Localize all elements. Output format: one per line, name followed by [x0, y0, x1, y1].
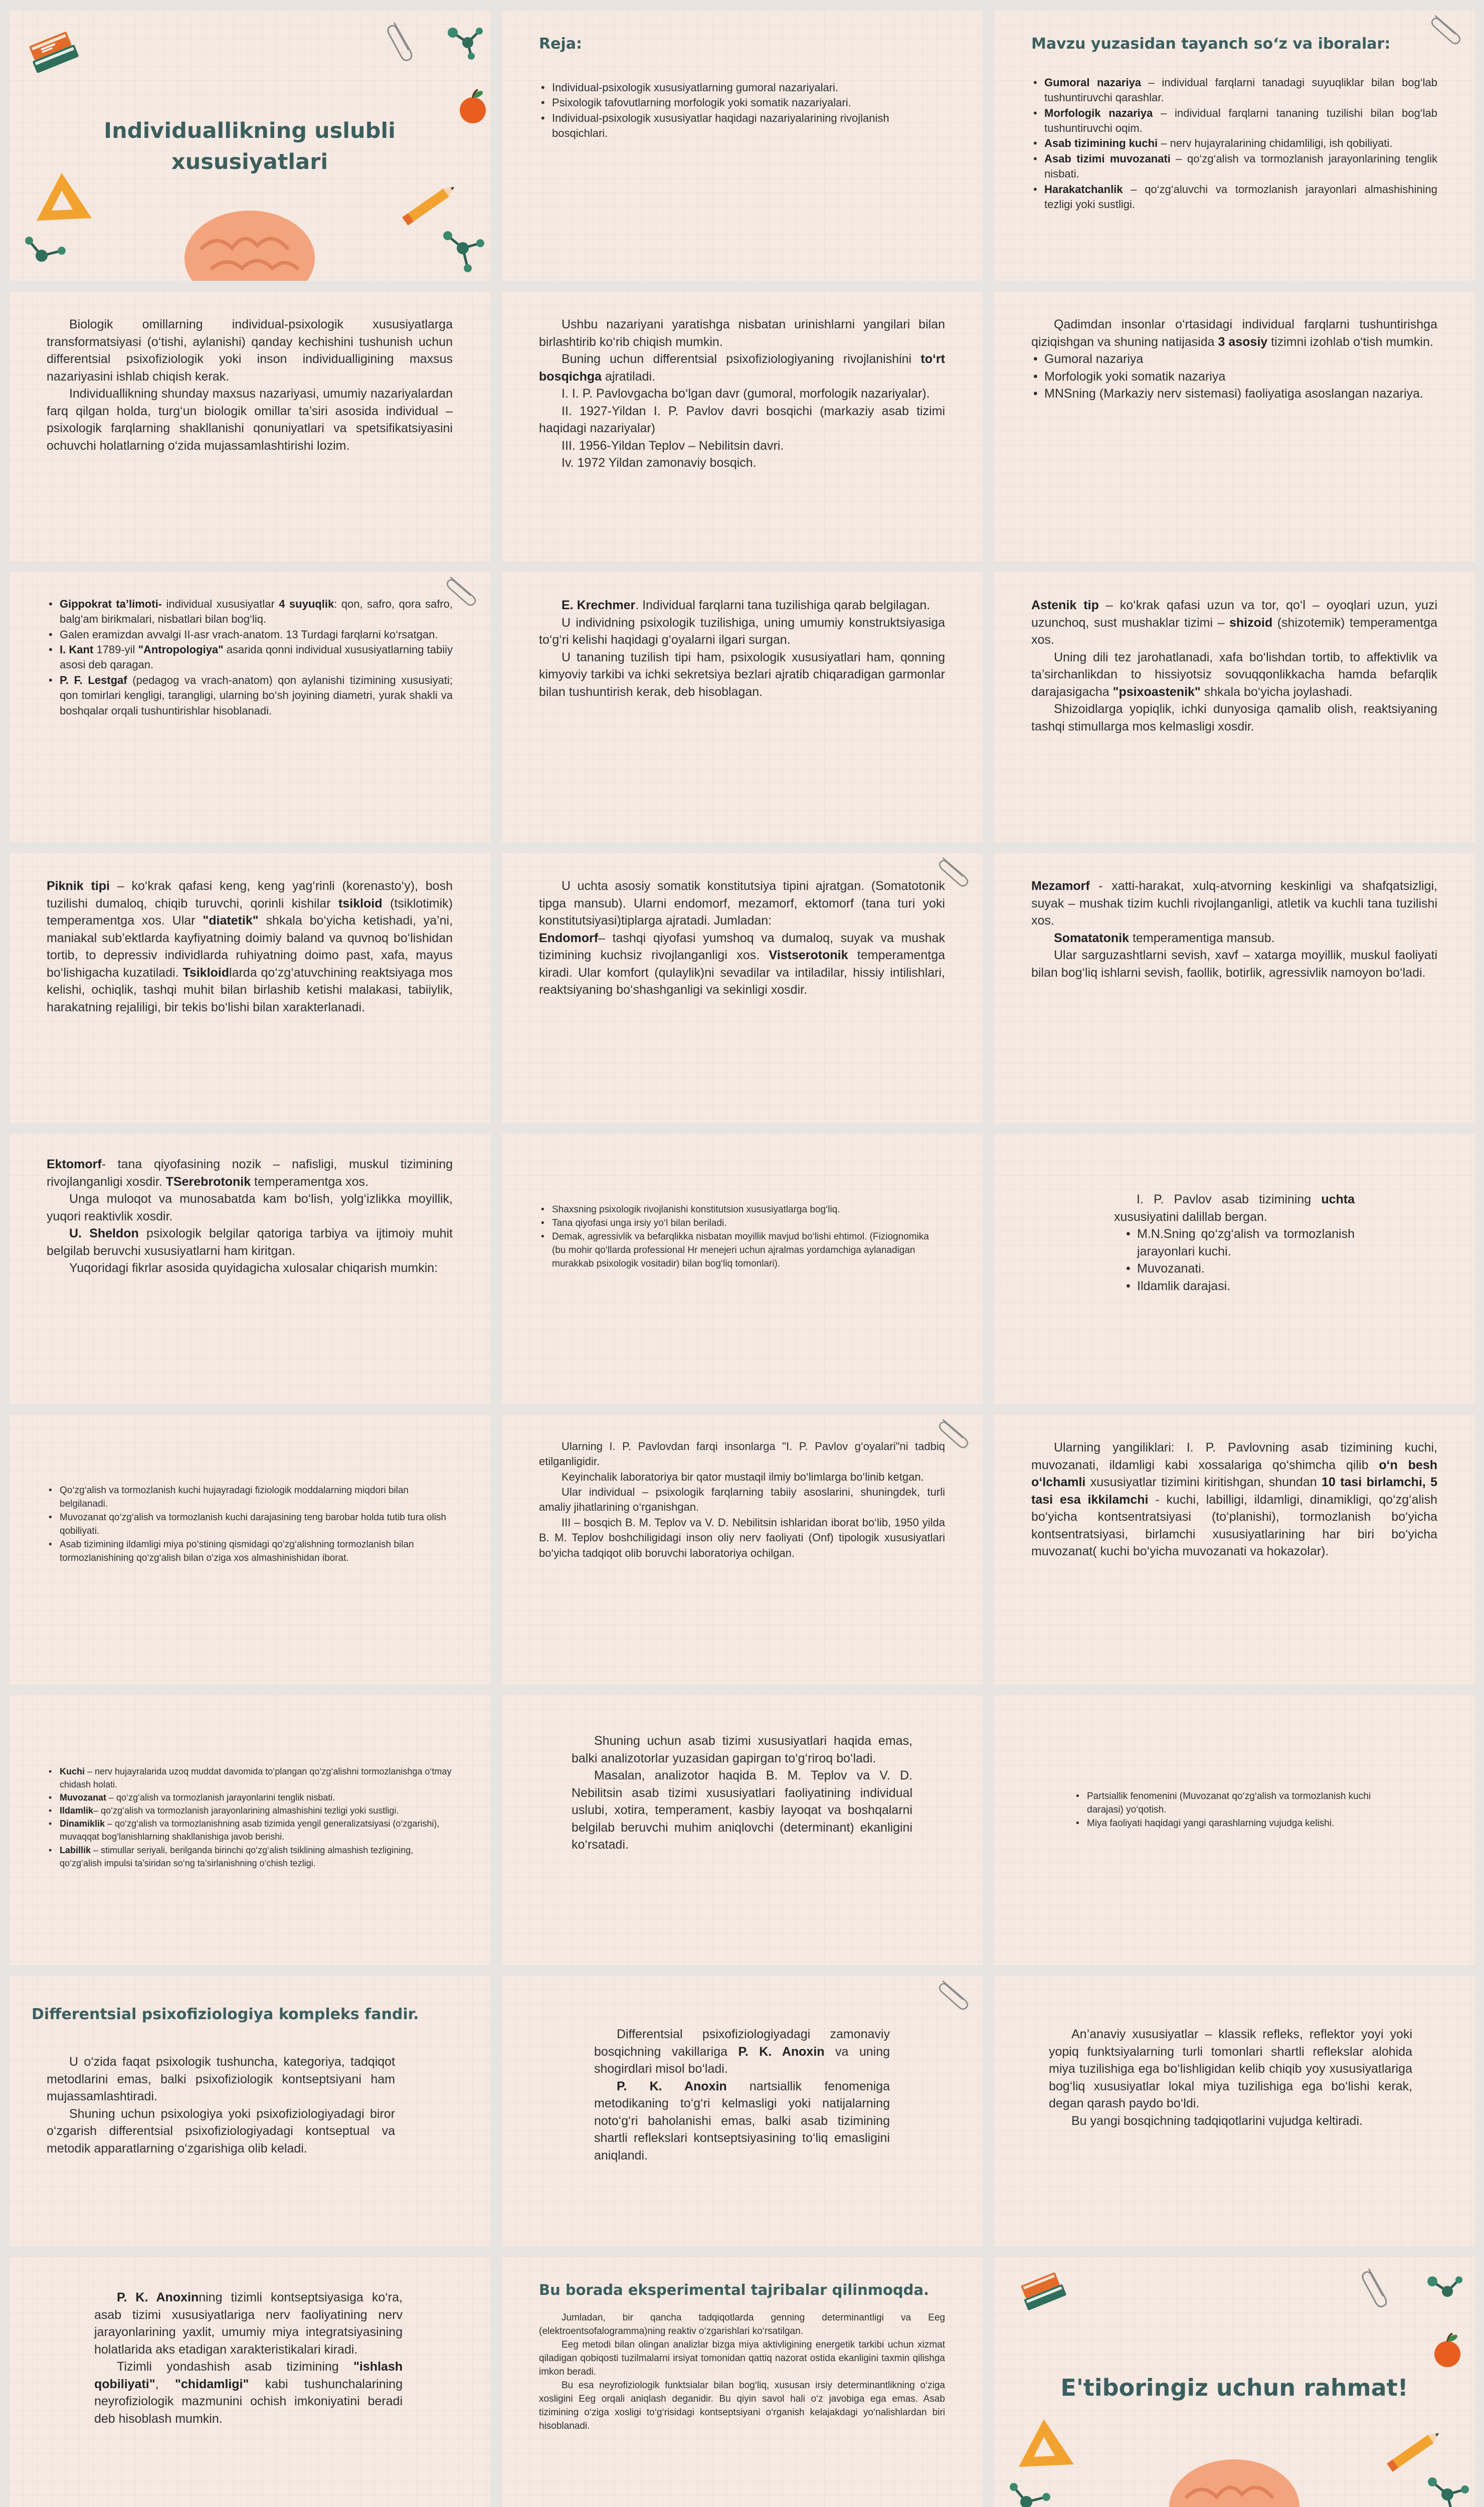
slide-23 — [501, 1976, 983, 2246]
slide-body — [47, 316, 453, 454]
slide-13 — [9, 1133, 490, 1404]
slide-14 — [501, 1133, 983, 1404]
list-item: • Shaxsning psixologik rivojlanishi konstitutsion xususiyatlarga bog‘liq. — [539, 1203, 945, 1217]
slide-16 — [9, 1414, 490, 1685]
slide-8 — [501, 572, 983, 842]
paragraph: Somatatonik temperamentiga mansub. — [1054, 931, 1275, 945]
triangle-ruler-icon — [32, 170, 97, 226]
theory-list — [1031, 350, 1437, 403]
list-item: • Asab tizimining ildamligi miya po‘stining qismidagi qo‘zg‘alishning tormozlanish bilan tormozlanishining qo‘zg‘alish bilan o‘ziga xos almashinishidan iborat. — [47, 1538, 453, 1565]
property-list — [47, 1765, 453, 1870]
slide-body — [1031, 877, 1437, 981]
paragraph: P. K. Anoxin nartsiallik fenomeniga metodikaning to‘g‘ri kelmasligi yoki natijalarning noto‘g‘ri baholanishi emas, balki asab tizimining shartli reflekslari kontseptsiyasining to‘liq emasligini aniqlandi. — [594, 2079, 890, 2163]
list-item: • Individual-psixologik xususiyatlarning gumoral nazariyalari. — [539, 80, 945, 95]
paragraph: Bu esa neyrofiziologik funktsialar bilan bog‘liq, xususan irsiy determinantlikning o‘ziga xosligini Eeg orqali aniqlash deganidir. Bu qiyin savol hali o‘z javobiga ega emas. Asab tizimining o‘ziga xosligi to‘g‘risidagi kontseptsiyani o‘rganish kelajakdagi yo‘nalishlardan biri hisoblanadi. — [539, 2380, 945, 2431]
paragraph: Mezamorf - xatti-harakat, xulq-atvorning keskinligi va shafqatsizligi, suyak – mushak tizim kuchli rivojlanganligi, atletik va kuchli tana tuzilishi xos. — [1031, 879, 1437, 928]
paragraph: U uchta asosiy somatik konstitutsiya tipini ajratgan. (Somatotonik tipga mansub). Ularni endomorf, mezamorf, ektomorf (tana turi yoki konstitutsiyasi)tiplarga ajratadi. Jumladan: — [539, 879, 945, 928]
paragraph: Yuqoridagi fikrlar asosida quyidagicha xulosalar chiqarish mumkin: — [69, 1261, 438, 1275]
slide-body — [594, 2026, 890, 2164]
paragraph: I. P. Pavlov asab tizimining uchta xususiyatini dalillab bergan. — [1114, 1192, 1355, 1224]
list-item: • M.N.Sning qo‘zg‘alish va tormozlanish jarayonlari kuchi. — [1124, 1225, 1355, 1260]
list-item: • Qo‘zg‘alish va tormozlanish kuchi hujayradagi fiziologik moddalarning miqdori bilan belgilanadi. — [47, 1484, 453, 1511]
books-icon — [22, 25, 87, 85]
paragraph: E. Krechmer. Individual farqlarni tana tuzilishiga qarab belgilagan. — [562, 598, 931, 612]
paragraph: Buning uchun differentsial psixofiziologiyaning rivojlanishini to‘rt bosqichga ajratiladi. — [539, 352, 945, 384]
paragraph: Ushbu nazariyani yaratishga nisbatan urinishlarni yangilari bilan birlashtirib ko‘rib chiqish mumkin. — [539, 317, 945, 349]
slide-7 — [9, 572, 490, 842]
property-list — [47, 1484, 453, 1565]
list-item: • Individual-psixologik xususiyatlar haqidagi nazariyalarining rivojlanish bosqichlari. — [539, 111, 945, 141]
slide-heading: Bu borada eksperimental tajribalar qilinmoqda. — [539, 2281, 930, 2298]
paragraph: Ular individual – psixologik farqlarning tabiiy asoslarini, shuningdek, turli amaliy jihatlarining o‘rganishgan. — [539, 1486, 945, 1514]
triangle-ruler-icon — [1014, 2417, 1079, 2472]
list-item: • Muvozanat – qo‘zg‘alish va tormozlanish jarayonlarini tenglik nisbati. — [47, 1791, 453, 1804]
list-item: • Asab tizimining kuchi – nerv hujayralarining chidamliligi, ish qobiliyati. — [1031, 136, 1437, 151]
paragraph: Unga muloqot va munosabatda kam bo‘lish, yolg‘izlikka moyillik, yuqori reaktivlik xosdir. — [47, 1192, 453, 1223]
paperclip-icon — [943, 852, 968, 890]
paragraph: An’anaviy xususiyatlar – klassik refleks, reflektor yoyi yoki yopiq funktsiyalarning turli tomonlari shartli reflekslar alohida miya tuzilishiga ega bo‘lishligidan kelib chiqib yoy xususiyatlariga bog‘liq xususiyatlar lokal miya tuzilishiga ega bo‘lishi kerak, degan qarash paydo bo‘ldi. — [1049, 2027, 1412, 2110]
paragraph: Ektomorf- tana qiyofasining nozik – nafisligi, muskul tizimining rivojlanganligi xosdir. TSerebrotonik temperamentga xos. — [47, 1157, 453, 1189]
result-list — [1074, 1790, 1395, 1831]
molecule-icon-2 — [19, 231, 69, 276]
slide-body — [47, 2053, 395, 2157]
paperclip-icon — [943, 1976, 968, 2013]
slide-1-title — [9, 10, 490, 281]
paragraph: III – bosqich B. M. Teplov va V. D. Nebilitsin ishlaridan iborat bo‘lib, 1950 yilda B. M. Teplov boshchiligidagi inson oliy nerv faoliyati (Onf) tipologik xususiyatlari bo‘yicha tadqiqot olib boruvchi laboratoriya ochilgan. — [539, 1516, 945, 1559]
list-item: • Muvozanat qo‘zg‘alish va tormozlanish kuchi darajasining teng barobar holda tutib tura olish qobiliyati. — [47, 1511, 453, 1538]
list-item: • Gippokrat ta’limoti- individual xususiyatlar 4 suyuqlik: qon, safro, qora safro, balg‘am birikmalari, nisbatlari bilan bog‘liq. — [47, 597, 453, 627]
theory-list — [47, 597, 453, 719]
paperclip-icon — [1365, 2264, 1390, 2309]
list-item: • Asab tizimi muvozanati – qo‘zg‘alish va tormozlanish jarayonlarining tenglik nisbati. — [1031, 151, 1437, 182]
paragraph: I. I. P. Pavlovgacha bo‘lgan davr (gumoral, morfologik nazariyalar). — [562, 387, 930, 401]
slide-6 — [994, 291, 1475, 562]
paragraph: P. K. Anoxinning tizimli kontseptsiyasiga ko‘ra, asab tizimi xususiyatlariga nerv faoliyatining nerv jarayonlarining yaxlit, umumiy miya integratsiyasining holatlarida aks etadigan xarakteristikalari kiradi. — [94, 2290, 403, 2357]
molecule-icon — [1420, 2269, 1465, 2309]
paragraph: U individning psixologik tuzilishiga, uning umumiy konstruktsiyasiga to‘g‘ri kelishi haqidagi g‘oyalarni ilgari surgan. — [539, 615, 945, 647]
paragraph: U. Sheldon psixologik belgilar qatoriga tarbiya va ijtimoiy muhit belgilab beruvchi xususiyatlarni ham kiritgan. — [47, 1226, 453, 1258]
list-item: • Tana qiyofasi unga irsiy yo‘l bilan beriladi. — [539, 1217, 945, 1230]
paragraph: Ularning I. P. Pavlovdan farqi insonlarga "I. P. Pavlov g‘oyalari"ni tadbiq etilganligidir. — [539, 1440, 945, 1468]
paragraph: Tizimli yondashish asab tizimining "ishlash qobiliyati", "chidamligi" kabi tushunchalarining neyrofiziologik mazmunini ochish imkoniyatini beradi deb hisoblash mumkin. — [94, 2360, 403, 2426]
list-item: • Miya faoliyati haqidagi yangi qarashlarning vujudga kelishi. — [1074, 1817, 1395, 1831]
paperclip-icon — [450, 572, 475, 609]
slide-body — [539, 316, 945, 472]
slide-20 — [501, 1695, 983, 1965]
slide-27-thanks — [994, 2256, 1475, 2507]
list-item: • I. Kant 1789-yil "Antropologiya" asarida qonni individual xususiyatlarning tabiiy asosi deb qaragan. — [47, 642, 453, 673]
paragraph: Shizoidlarga yopiqlik, ichki dunyosiga qamalib olish, reaktsiyaning tashqi stimullarga mos kelmasligi xosdir. — [1031, 702, 1437, 734]
keyword-list — [1031, 75, 1437, 212]
paragraph: Bu yangi bosqichning tadqiqotlarini vujudga keltiradi. — [1071, 2113, 1363, 2128]
brain-icon — [182, 203, 317, 281]
slide-title: E'tiboringiz uchun rahmat! — [1060, 2374, 1408, 2401]
slide-4 — [9, 291, 490, 562]
paragraph: Piknik tipi – ko‘krak qafasi keng, keng yag‘rinli (korenasto‘y), bosh tuzilishi dumaloq, chiqib turuvchi, qorinli kishilar tsikloid (tsiklotimik) temperamentga xos. Ular "diatetik" shkala bo‘yicha ketishadi, ya’ni, maniakal sub’ektlarda kayfiyatning doimiy baland va quvnoq bo‘lishidan tortib, to depressiv individlarda ruhiyatning doimo past, xafa, mayus bo‘lishigacha kuzatiladi. Tsikloidlarda qo‘zg‘atuvchining reaktsiyaga mos kelishi, ochiqlik, tashqi muhit bilan birlashib ketishi malakasi, tabiiylik, harakatning rejaliligi, bir tekis bo‘lishi bilan xarakterlanadi. — [47, 879, 453, 1014]
slide-heading: Mavzu yuzasidan tayanch so‘z va iboralar: — [1031, 35, 1391, 53]
slide-3-keywords — [994, 10, 1475, 281]
list-item: • Dinamiklik – qo‘zg‘alish va tormozlanishning asab tizimida yengil generalizatsiyasi (o‘zgarishi), muvaqqat bog‘lanishlarning shakllanishiga javob berishi. — [47, 1817, 453, 1843]
paragraph: Iv. 1972 Yildan zamonaviy bosqich. — [562, 456, 757, 470]
slide-22 — [9, 1976, 490, 2246]
list-item: • Labillik – stimullar seriyali, berilganda birinchi qo‘zg‘alish tsiklining almashish tezligining, qo‘zg‘alish impulsi ta’siridan so‘ng ta’sirlanishning o‘chish tezligi. — [47, 1844, 453, 1870]
list-item: • Gumoral nazariya — [1031, 350, 1437, 368]
slide-body — [47, 877, 453, 1016]
slide-25 — [9, 2256, 490, 2507]
property-list — [1114, 1225, 1355, 1295]
slide-body — [94, 2289, 403, 2427]
paragraph: Biologik omillarning individual-psixologik xususiyatlarga transformatsiyasi (o‘tishi, aylanishi) qanday kechishini tushunish uchun differentsial psixofiziologik yoki inson individualligining maxsus nazariyasini ishlab chiqish kerak. — [47, 317, 453, 384]
paragraph: Astenik tip – ko‘krak qafasi uzun va tor, qo‘l – oyoqlari uzun, yuzi uzunchoq, sust mushaklar tizimi – shizoid (shizotemik) temperamentga xos. — [1031, 598, 1438, 647]
brain-icon — [1167, 2452, 1302, 2507]
paragraph: Ular sarguzashtlarni sevish, xavf – xatarga moyillik, muskul faoliyati bilan bog‘liq ishlarni sevish, faollik, botirlik, agressivlik namoyon bo‘ladi. — [1031, 948, 1437, 980]
books-icon — [1014, 2266, 1074, 2321]
paragraph: Ularning yangiliklari: I. P. Pavlovning asab tizimining kuchi, muvozanati, ildamligi kabi xossalariga qo‘shimcha qilib o‘n besh o‘lchamli xususiyatlar tizimini kiritishgan, shundan 10 tasi birlamchi, 5 tasi esa ikkilamchi - kuchi, labilligi, ildamligi, dinamikligi, qo‘zg‘alish bo‘yicha kontsentratsiyasi (to‘planishi), tormozlanish bo‘yicha kontsentratsiyasi, birlamchi xususiyatlarining har biri bo‘yicha muvozanat( kuchi bo‘yicha muvozanati va hokazolar). — [1031, 1441, 1437, 1558]
list-item: • MNSning (Markaziy nerv sistemasi) faoliyatiga asoslangan nazariya. — [1031, 385, 1437, 403]
slide-15 — [994, 1133, 1475, 1404]
slide-body — [1031, 597, 1437, 735]
slide-5 — [501, 291, 983, 562]
paragraph: Shuning uchun psixologiya yoki psixofiziologiyadagi biror o‘zgarish differentsial psixofiziologiyadagi kontseptual va metodik apparatlarning o‘zgarishiga olib keladi. — [47, 2106, 395, 2156]
slide-body — [539, 2311, 945, 2433]
slide-body — [1031, 1439, 1437, 1560]
slide-21 — [994, 1695, 1475, 1965]
slide-title: Individuallikning uslubli xususiyatlari — [104, 118, 396, 175]
list-item: • Muvozanati. — [1124, 1260, 1355, 1278]
slide-body — [1049, 2026, 1412, 2129]
molecule-icon-3 — [1420, 2467, 1475, 2507]
list-item: • Psixologik tafovutlarning morfologik yoki somatik nazariyalari. — [539, 95, 945, 110]
molecule-icon — [440, 20, 485, 60]
molecule-icon-3 — [435, 221, 490, 276]
paragraph: Masalan, analizotor haqida B. M. Teplov va V. D. Nebilitsin asab tizimi xususiyatlari faoliyatining individual uslubi, xotira, temperament, kasbiy layoqat va boshqalarni belgilab beruvchi muhim aniqlovchi (determinant) ekanligini ko‘rsatadi. — [572, 1768, 912, 1852]
paperclip-icon — [943, 1414, 968, 1452]
list-item: • P. F. Lestgaf (pedagog va vrach-anatom) qon aylanishi tizimining xususiyati; qon tomirlari kengligi, tarangligi, ularning bo‘sh joyining diametri, yurak shakli va boshqalar orqali tushuntirishlar hisoblanadi. — [47, 673, 453, 719]
slide-body — [539, 877, 945, 999]
conclusion-list — [539, 1203, 945, 1271]
paragraph: Differentsial psixofiziologiyadagi zamonaviy bosqichning vakillariga P. K. Anoxin va uning shogirdlari misol bo‘ladi. — [594, 2027, 890, 2076]
molecule-icon-2 — [1004, 2477, 1054, 2507]
apple-icon — [1430, 2332, 1465, 2369]
slide-11 — [501, 852, 983, 1123]
list-item: • Morfologik yoki somatik nazariya — [1031, 368, 1437, 386]
slide-body — [1114, 1191, 1355, 1295]
slide-body — [572, 1732, 912, 1854]
slide-body — [47, 1156, 453, 1277]
slide-12 — [994, 852, 1475, 1123]
plan-list — [539, 80, 945, 141]
paperclip-icon — [1435, 10, 1460, 48]
paragraph: Individuallikning shunday maxsus nazariyasi, umumiy nazariyalardan farq qilgan holda, turg‘un biologik omillar ta’siri asosida individual – psixologik farqlarning shakllanishi qonuniyatlari va spetsifikatsiyasini ochuvchi holatlarning o‘zida mujassamlashtirishi lozim. — [47, 387, 453, 453]
list-item: • Demak, agressivlik va befarqlikka nisbatan moyillik mavjud bo‘lishi ehtimol. (Fiziognomika (bu mohir qo‘llarda professional Hr menejeri uchun ajralmas yordamchiga aylanadigan murakkab psixologik vositadir) bilan bog‘liq tomonlari). — [539, 1230, 945, 1271]
paragraph: Shuning uchun asab tizimi xususiyatlari haqida emas, balki analizotorlar yuzasidan gapirgan to‘g‘riroq bo‘ladi. — [572, 1734, 912, 1765]
slide-19 — [9, 1695, 490, 1965]
list-item: • Kuchi – nerv hujayralarida uzoq muddat davomida to‘plangan qo‘zg‘alishni tormozlanishga o‘tmay chidash holati. — [47, 1765, 453, 1791]
slide-body — [539, 1439, 945, 1561]
slide-17 — [501, 1414, 983, 1685]
slide-24 — [994, 1976, 1475, 2246]
paragraph: Eeg metodi bilan olingan analizlar bizga miya aktivligining energetik tarkibi uchun xizmat qiladigan qobiqosti tuzilmalarni irsiyat tomonidan qattiq nazorat ostida ekanligini taxmin qilishga imkon beradi. — [539, 2339, 945, 2377]
paragraph: Uning dili tez jarohatlanadi, xafa bo‘lishdan tortib, to affektivlik va ta’sirchanlikdan to hissiyotsiz sovuqqonlikkacha hamda befarqlik darajasigacha "psixoastenik" shkala bo‘yicha joylashadi. — [1031, 650, 1437, 699]
list-item: • Ildamlik darajasi. — [1124, 1278, 1355, 1295]
slide-heading: Reja: — [539, 35, 582, 53]
paragraph: U tananing tuzilish tipi ham, psixologik xususiyatlari ham, qonning kimyoviy tarkibi va ichki sekretsiya bezlari ajratib chiqaradigan garmonlar bilan tushuntirish kerak, deb hisoblagan. — [539, 650, 945, 699]
list-item: • Gumoral nazariya – individual farqlarni tanadagi suyuqliklar bilan bog‘lab tushuntiruvchi qarashlar. — [1031, 75, 1437, 106]
paragraph: Keyinchalik laboratoriya bir qator mustaqil ilmiy bo‘limlarga bo‘linib ketgan. — [562, 1470, 924, 1483]
paragraph: III. 1956-Yildan Teplov – Nebilitsin davri. — [562, 438, 784, 453]
slide-9 — [994, 572, 1475, 842]
slide-body — [1031, 316, 1437, 403]
list-item: • Morfologik nazariya – individual farqlarni tananing tuzilishi bilan bog‘lab tushuntiruvchi oqim. — [1031, 106, 1437, 136]
paragraph: U o‘zida faqat psixologik tushuncha, kategoriya, tadqiqot metodlarini emas, balki psixofiziologik kontseptsiyani ham mujassamlashtiradi. — [47, 2055, 395, 2103]
list-item: • Harakatchanlik – qo‘zg‘aluvchi va tormozlanish jarayonlari almashishining tezligi yoki sustligi. — [1031, 182, 1437, 213]
apple-icon — [455, 88, 490, 125]
slide-body — [539, 597, 945, 700]
slide-2-plan — [501, 10, 983, 281]
list-item: • Ildamlik– qo‘zg‘alish va tormozlanish jarayonlarining almashishini tezligi yoki sustligi. — [47, 1804, 453, 1817]
paperclip-icon — [390, 18, 415, 63]
slide-10 — [9, 852, 490, 1123]
slide-heading: Differentsial psixofiziologiya kompleks fandir. — [32, 2006, 419, 2023]
slide-18 — [994, 1414, 1475, 1685]
list-item: • Partsiallik fenomenini (Muvozanat qo‘zg‘alish va tormozlanish kuchi darajasi) yo‘qotish. — [1074, 1790, 1395, 1817]
list-item: • Galen eramizdan avvalgi II-asr vrach-anatom. 13 Turdagi farqlarni ko‘rsatgan. — [47, 627, 453, 642]
paragraph: Endomorf– tashqi qiyofasi yumshoq va dumaloq, suyak va mushak tizimining kuchsiz rivojlanganligi xos. Vistserotonik temperamentga kiradi. Ular komfort (qulaylik)ni sevadilar va intiladilar, hissiy intilishlari, reaktsiyaning bo‘shashganligi va sekinligi xosdir. — [539, 931, 945, 997]
paragraph: Qadimdan insonlar o‘rtasidagi individual farqlarni tushuntirishga qiziqishgan va shuning natijasida 3 asosiy tizimni izohlab o‘tish mumkin. — [1031, 317, 1437, 349]
paragraph: II. 1927-Yildan I. P. Pavlov davri bosqichi (markaziy asab tizimi haqidagi nazariyalar) — [539, 404, 945, 435]
slide-26 — [501, 2256, 983, 2507]
paragraph: Jumladan, bir qancha tadqiqotlarda genning determinantligi va Eeg (elektroentsofalogramma)ning reaktiv o‘zgarishlari ko‘rsatilgan. — [539, 2312, 945, 2337]
